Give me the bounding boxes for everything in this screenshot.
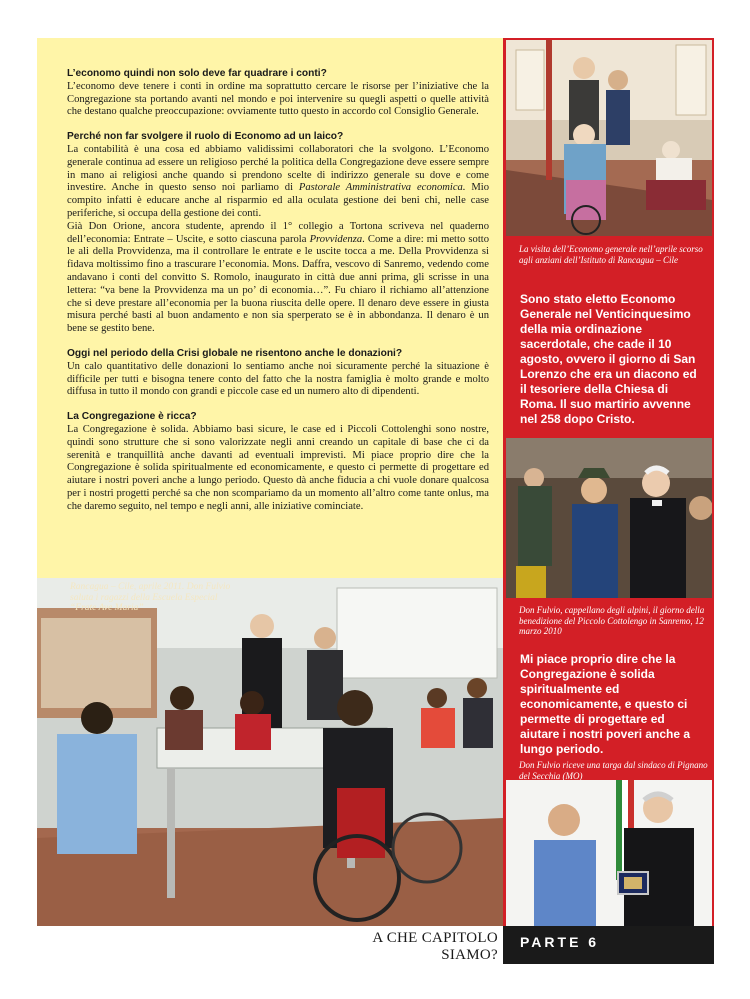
- photo-classroom-rancagua: [37, 578, 503, 926]
- caption-elderly-visit: La visita dell’Economo generale nell’aprile scorso agli anziani dell’Istituto di Rancagua – Cile: [519, 244, 703, 265]
- photo-plaque-ceremony: [506, 780, 712, 926]
- caption-classroom: Rancagua – Cile, aprile 2011. Don Fulvio saluta i ragazzi della Escuela Especial “Frate Ave Maria”: [70, 582, 231, 613]
- answer-paragraph: La Congregazione è solida. Abbiamo basi sicure, le case ed i Piccoli Cottolenghi sono nostre, quindi sono strutture che si sono valorizzate negli anni creando un capitale di base che ci da serenità e tranquillità anche davanti ad eventuali imprevisti. Mi piace proprio dire che la Congregazione è solida spiritualmente ed economicamente, e questo ci permette di progettare ed aiutare i nostri poveri anche a lungo periodo. Questo dà anche fiducia a chi vuole donare qualcosa per i nostri progetti perché sa che non scompariamo da un momento all’altro come tante onlus, ma che daremo seguito, nel tempo e negli anni, alle iniziative cominciate.: [67, 423, 489, 512]
- part-label: PARTE 6: [520, 934, 600, 950]
- answer-paragraph: L’economo deve tenere i conti in ordine ma soprattutto cercare le risorse per l’iniziative che la Congregazione sta portando avanti nel mondo e poi intervenire su quegli aspetti o quelle attività che destano qualche preoccupazione: ovviamente tutto questo in accordo col Consiglio Generale.: [67, 80, 489, 118]
- answer-paragraph: Un calo quantitativo delle donazioni lo sentiamo anche noi sicuramente perché la situazione è difficile per tutti e bisogna tenere conto del fatto che la nostra famiglia è molto grande e molto diffusa in tutto il mondo con grandi e piccole case ed un numero alto di dipendenti.: [67, 360, 489, 398]
- answer-text: . Come a dire: mi metto sotto le ali della Provvidenza, ma il controllare le entrate e le uscite tocca a me. Della Provvidenza si fidava moltissimo fino a trascurare l’economia. Mons. Daffra, vescovo di Sanremo, vedendo come andavano i conti del convitto S. Romolo, inaugurato in città due anni prima, gli scrisse in una lettera: “va bene la Provvidenza ma un po’ di economia…”. Fu chiaro il richiamo all’attenzione che si deve prestare all’economia per la buona riuscita delle opere. Il denaro deve essere in giusta misura perché basti al buon andamento e non sia sperperato se è in abbondanza. Il denaro è un bene se gestito bene.: [67, 233, 489, 335]
- caption-plaque: Don Fulvio riceve una targa dal sindaco di Pignano del Secchia (MO): [519, 760, 708, 781]
- article-column: [37, 38, 503, 578]
- caption-alpini-blessing: Don Fulvio, cappellano degli alpini, il giorno della benedizione del Piccolo Cottolengo in Sanremo, 12 marzo 2010: [519, 605, 705, 636]
- question-heading: Oggi nel periodo della Crisi globale ne risentono anche le donazioni?: [67, 347, 403, 359]
- answer-paragraph: [67, 144, 489, 221]
- answer-text: Mio compito infatti è educare anche al risparmio ed alla oculata gestione dei beni chi, nelle case periferiche, si occupa della gestione dei conti.: [67, 182, 489, 219]
- answer-paragraph: [67, 221, 489, 336]
- photo-elderly-visit: [506, 40, 712, 236]
- quote-elected-economo: Sono stato eletto Economo Generale nel Venticinquesimo della mia ordinazione sacerdotale, che cade il 10 agosto, ovvero il giorno di San Lorenzo che era un diacono ed il tesoriere della Chiesa di Roma. Il suo martirio avvenne nel 258 dopo Cristo.: [520, 292, 697, 426]
- photo-alpini-blessing: [506, 438, 712, 598]
- answer-italic: Provvidenza: [309, 233, 363, 245]
- question-heading: Perché non far svolgere il ruolo di Economo ad un laico?: [67, 131, 344, 143]
- quote-solid-congregation: Mi piace proprio dire che la Congregazione è solida spiritualmente ed economicamente, e questo ci permette di progettare ed aiutare i nostri poveri anche a lungo periodo.: [520, 652, 691, 756]
- section-title: A CHE CAPITOLO SIAMO?: [372, 930, 498, 963]
- answer-text: Già Don Orione, ancora studente, aprendo il 1° collegio a Tortona scriveva nel quaderno dell’economia: Entrate – Uscite, e sotto ciascuna parola: [67, 220, 489, 245]
- answer-italic: Pastorale Amministrativa economica.: [298, 182, 466, 194]
- question-heading: L’economo quindi non solo deve far quadrare i conti?: [67, 68, 327, 79]
- question-heading: La Congregazione è ricca?: [67, 411, 197, 423]
- answer-text: La contabilità è una cosa ed abbiamo validissimi collaboratori che la svolgono. L’Economo generale continua ad essere un religioso perché la politica della Congregazione deve essere sempre in mano ai religiosi anche quando si prendono scelte di indirizzo generale su dove e come investire. Anche in questo senso noi parliamo di: [67, 143, 489, 194]
